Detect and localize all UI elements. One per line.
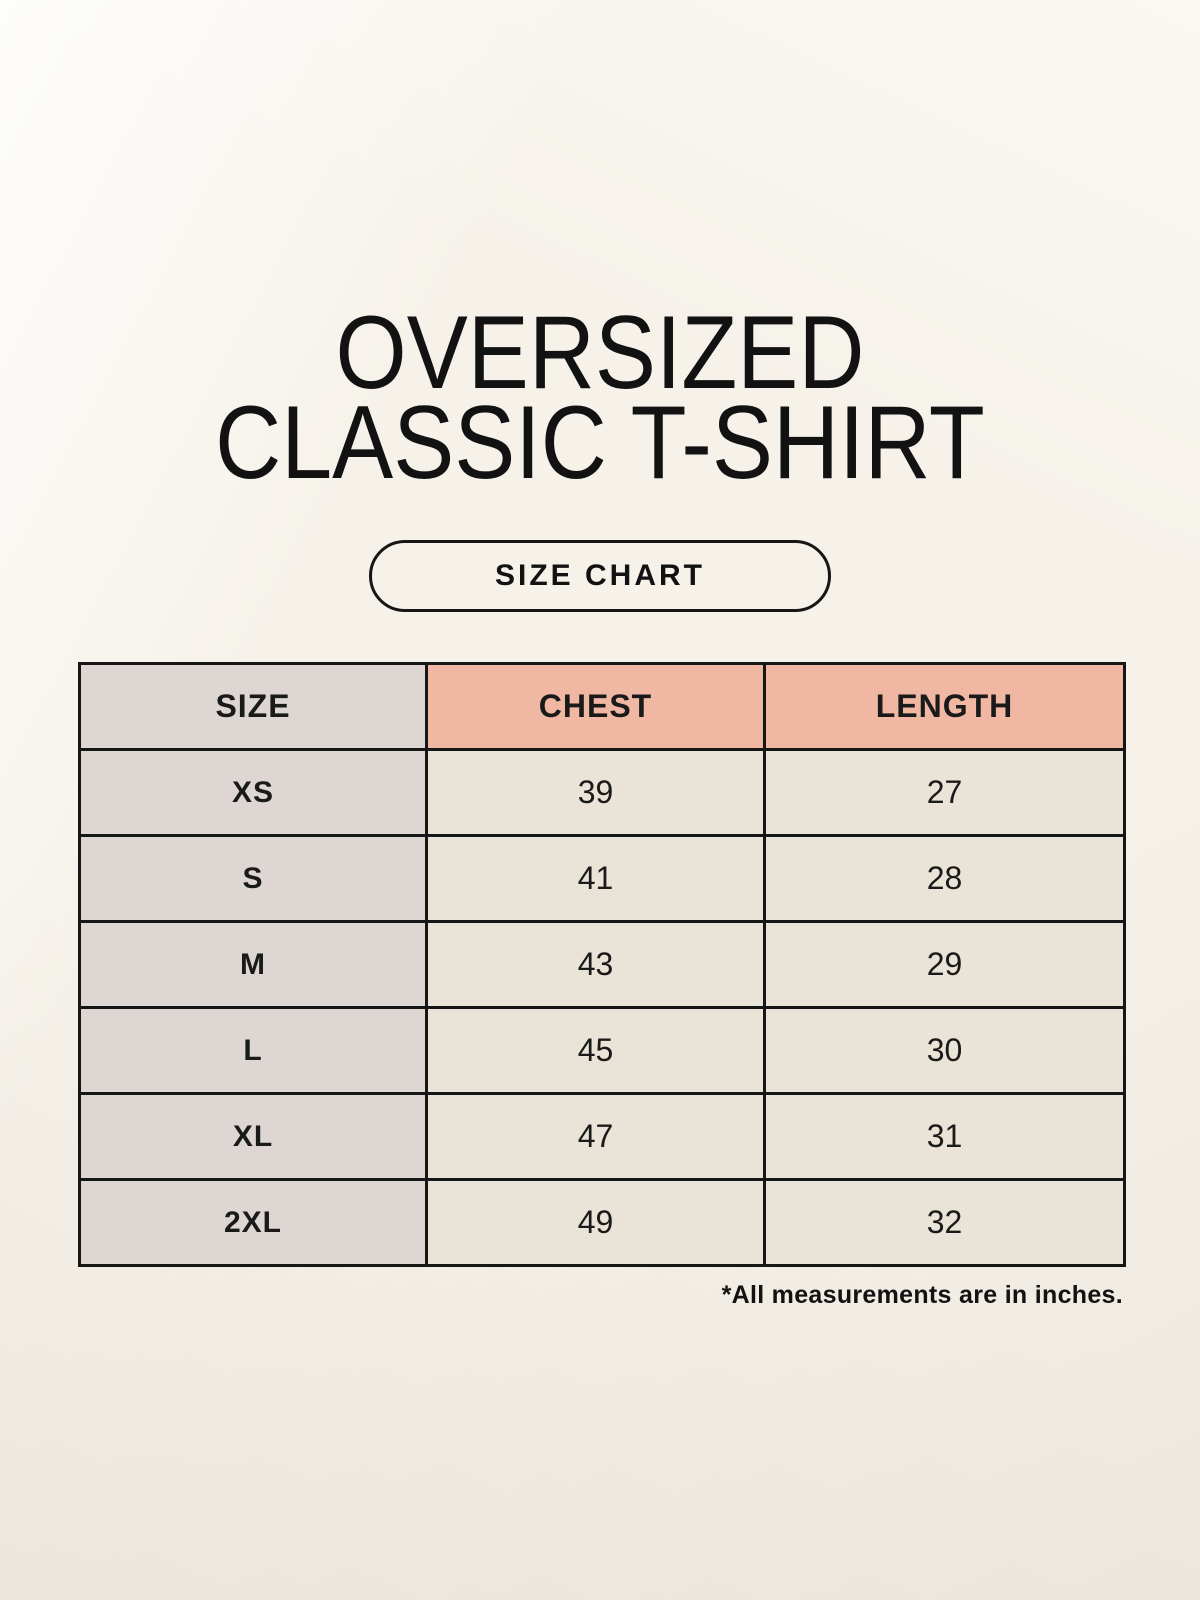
measurements-note: *All measurements are in inches. <box>721 1281 1123 1309</box>
size-chart-badge <box>369 540 831 612</box>
chest-value: 45 <box>427 1008 765 1094</box>
size-chart-table <box>78 662 1126 1267</box>
size-chart-badge-label: SIZE CHART <box>495 559 705 592</box>
length-value: 28 <box>765 836 1125 922</box>
size-label: S <box>80 836 427 922</box>
chest-value: 49 <box>427 1180 765 1266</box>
chest-value: 41 <box>427 836 765 922</box>
table-row-m <box>80 922 1125 1008</box>
length-value: 32 <box>765 1180 1125 1266</box>
chest-value: 47 <box>427 1094 765 1180</box>
column-header-chest: CHEST <box>427 664 765 750</box>
size-label: 2XL <box>80 1180 427 1266</box>
table-row-2xl <box>80 1180 1125 1266</box>
length-value: 29 <box>765 922 1125 1008</box>
size-label: M <box>80 922 427 1008</box>
table-row-xs <box>80 750 1125 836</box>
table-row-s <box>80 836 1125 922</box>
page-title-line2: CLASSIC T-SHIRT <box>215 385 985 501</box>
chest-value: 39 <box>427 750 765 836</box>
page-title-line1: OVERSIZED <box>335 295 865 411</box>
length-value: 30 <box>765 1008 1125 1094</box>
chest-value: 43 <box>427 922 765 1008</box>
table-row-xl <box>80 1094 1125 1180</box>
size-label: XS <box>80 750 427 836</box>
column-header-length: LENGTH <box>765 664 1125 750</box>
table-header-row <box>80 664 1125 750</box>
column-header-size: SIZE <box>80 664 427 750</box>
size-label: XL <box>80 1094 427 1180</box>
length-value: 31 <box>765 1094 1125 1180</box>
size-label: L <box>80 1008 427 1094</box>
table-row-l <box>80 1008 1125 1094</box>
length-value: 27 <box>765 750 1125 836</box>
page-title <box>0 295 1200 501</box>
